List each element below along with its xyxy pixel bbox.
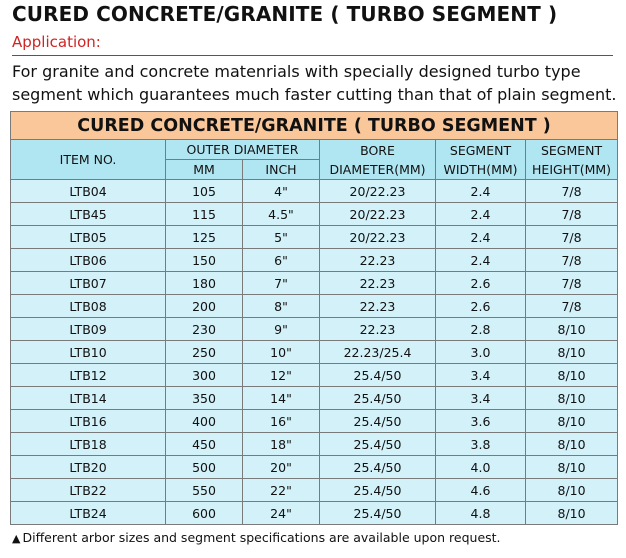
table-row [11,364,618,387]
spec-table [10,111,618,525]
cell-inch: 12" [243,364,320,387]
triangle-up-icon: ▲ [12,532,21,545]
cell-seg-height: 8/10 [526,410,618,433]
cell-inch: 4.5" [243,203,320,226]
cell-seg-height: 8/10 [526,456,618,479]
cell-seg-height: 8/10 [526,364,618,387]
cell-item-no: LTB16 [11,410,166,433]
cell-bore: 22.23 [320,295,436,318]
header-mm: MM [166,160,243,180]
cell-bore: 25.4/50 [320,364,436,387]
cell-item-no: LTB09 [11,318,166,341]
cell-inch: 10" [243,341,320,364]
cell-mm: 300 [166,364,243,387]
cell-bore: 25.4/50 [320,479,436,502]
cell-seg-width: 2.4 [436,180,526,203]
cell-item-no: LTB08 [11,295,166,318]
table-row [11,410,618,433]
cell-inch: 8" [243,295,320,318]
cell-item-no: LTB06 [11,249,166,272]
cell-seg-width: 4.6 [436,479,526,502]
cell-bore: 25.4/50 [320,410,436,433]
table-row [11,318,618,341]
cell-seg-height: 7/8 [526,272,618,295]
cell-seg-height: 7/8 [526,226,618,249]
cell-item-no: LTB20 [11,456,166,479]
header-bore-diameter [320,140,436,180]
cell-item-no: LTB14 [11,387,166,410]
cell-seg-width: 2.4 [436,226,526,249]
cell-seg-width: 2.4 [436,249,526,272]
header-bore-line2: DIAMETER(MM) [329,161,426,177]
cell-mm: 600 [166,502,243,525]
cell-seg-height: 8/10 [526,341,618,364]
table-row [11,502,618,525]
cell-bore: 25.4/50 [320,502,436,525]
cell-bore: 20/22.23 [320,203,436,226]
cell-inch: 6" [243,249,320,272]
cell-inch: 18" [243,433,320,456]
table-row [11,249,618,272]
footnote [12,530,501,545]
cell-seg-height: 7/8 [526,180,618,203]
cell-mm: 550 [166,479,243,502]
cell-seg-width: 4.8 [436,502,526,525]
table-row [11,226,618,249]
application-label: Application: [12,33,101,51]
table-row [11,456,618,479]
cell-mm: 105 [166,180,243,203]
cell-mm: 150 [166,249,243,272]
cell-item-no: LTB04 [11,180,166,203]
cell-mm: 200 [166,295,243,318]
cell-seg-height: 7/8 [526,249,618,272]
header-segment-height [526,140,618,180]
cell-seg-width: 2.4 [436,203,526,226]
table-body [11,180,618,525]
header-item-no: ITEM NO. [11,140,166,180]
cell-item-no: LTB12 [11,364,166,387]
cell-bore: 25.4/50 [320,433,436,456]
cell-bore: 25.4/50 [320,456,436,479]
cell-seg-height: 7/8 [526,295,618,318]
cell-item-no: LTB05 [11,226,166,249]
header-outer-diameter: OUTER DIAMETER [166,140,320,160]
table-row [11,479,618,502]
cell-bore: 20/22.23 [320,180,436,203]
table-row [11,387,618,410]
cell-inch: 16" [243,410,320,433]
header-seg-height-line2: HEIGHT(MM) [532,161,612,177]
cell-item-no: LTB07 [11,272,166,295]
footnote-text: Different arbor sizes and segment specifications are available upon request. [22,530,501,545]
cell-seg-height: 8/10 [526,433,618,456]
table-row [11,180,618,203]
cell-inch: 4" [243,180,320,203]
table-row [11,295,618,318]
header-seg-width-line2: WIDTH(MM) [443,161,518,177]
cell-inch: 24" [243,502,320,525]
cell-seg-width: 3.0 [436,341,526,364]
cell-bore: 22.23 [320,272,436,295]
cell-inch: 9" [243,318,320,341]
header-seg-width-line1: SEGMENT [449,142,512,158]
cell-item-no: LTB45 [11,203,166,226]
title-divider [12,55,613,56]
cell-seg-height: 8/10 [526,387,618,410]
cell-seg-width: 2.8 [436,318,526,341]
cell-inch: 20" [243,456,320,479]
cell-bore: 22.23/25.4 [320,341,436,364]
header-segment-width [436,140,526,180]
cell-item-no: LTB24 [11,502,166,525]
cell-mm: 250 [166,341,243,364]
table-row [11,203,618,226]
cell-seg-height: 8/10 [526,479,618,502]
cell-mm: 115 [166,203,243,226]
cell-bore: 25.4/50 [320,387,436,410]
cell-item-no: LTB22 [11,479,166,502]
cell-inch: 22" [243,479,320,502]
cell-bore: 22.23 [320,318,436,341]
cell-item-no: LTB10 [11,341,166,364]
header-bore-line1: BORE [360,142,395,158]
cell-seg-height: 7/8 [526,203,618,226]
cell-inch: 14" [243,387,320,410]
cell-seg-width: 2.6 [436,295,526,318]
cell-seg-width: 3.4 [436,387,526,410]
cell-bore: 20/22.23 [320,226,436,249]
table-title: CURED CONCRETE/GRANITE ( TURBO SEGMENT ) [11,112,618,140]
cell-mm: 350 [166,387,243,410]
cell-inch: 7" [243,272,320,295]
table-row [11,341,618,364]
table-title-row [11,112,618,140]
page-title: CURED CONCRETE/GRANITE ( TURBO SEGMENT ) [12,2,558,26]
cell-mm: 230 [166,318,243,341]
cell-seg-height: 8/10 [526,318,618,341]
header-seg-height-line1: SEGMENT [540,142,603,158]
cell-seg-width: 3.6 [436,410,526,433]
cell-seg-width: 3.8 [436,433,526,456]
cell-inch: 5" [243,226,320,249]
cell-mm: 500 [166,456,243,479]
header-inch: INCH [243,160,320,180]
cell-mm: 180 [166,272,243,295]
table-row [11,272,618,295]
application-description: For granite and concrete matenrials with specially designed turbo type segment which guarantees much faster cutting than that of plain segment. [12,62,617,104]
cell-mm: 125 [166,226,243,249]
cell-seg-width: 4.0 [436,456,526,479]
cell-item-no: LTB18 [11,433,166,456]
cell-mm: 450 [166,433,243,456]
cell-mm: 400 [166,410,243,433]
cell-seg-width: 3.4 [436,364,526,387]
header-row-1 [11,140,618,160]
cell-seg-height: 8/10 [526,502,618,525]
cell-bore: 22.23 [320,249,436,272]
cell-seg-width: 2.6 [436,272,526,295]
table-row [11,433,618,456]
